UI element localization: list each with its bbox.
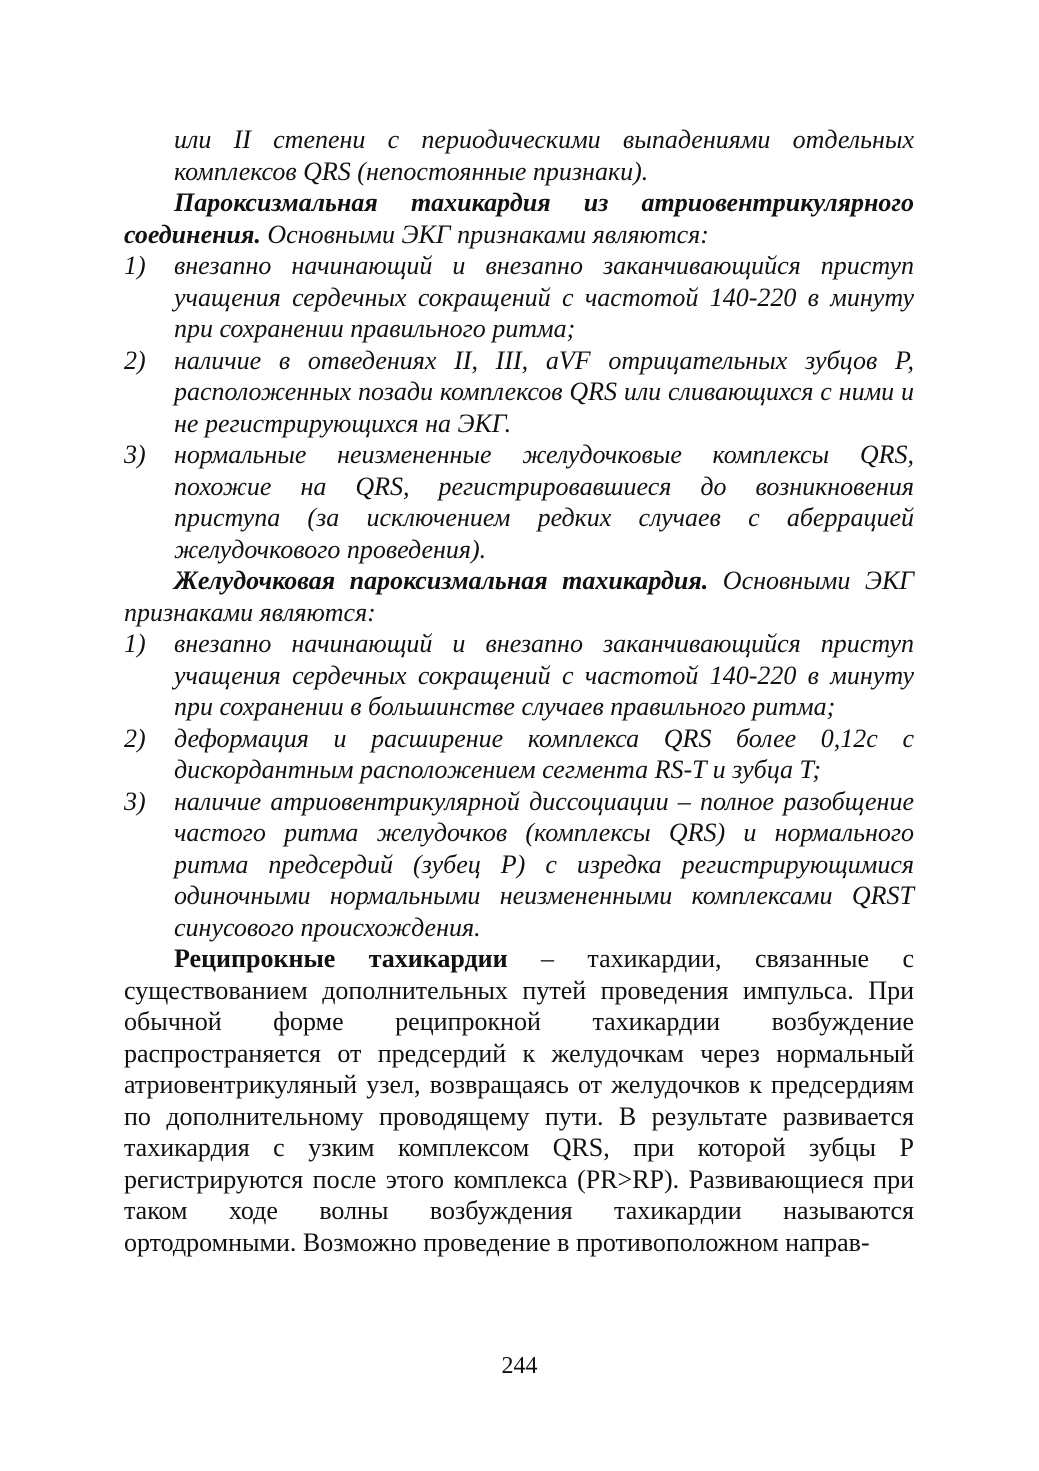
- list-number: 3): [124, 440, 146, 469]
- ventricular-section-intro: Основными ЭКГ признаками являются:: [124, 566, 914, 627]
- list-number: 2): [124, 723, 146, 753]
- list-item: [124, 723, 914, 786]
- av-section-intro: Основными ЭКГ признаками являются:: [260, 219, 709, 249]
- continuation-text: или II степени с периодическими выпадениями отдельных комплексов QRS (непостоянные признаки).: [174, 125, 914, 186]
- list-item: [124, 628, 914, 723]
- list-item: [124, 345, 914, 440]
- list-number: 1): [124, 251, 146, 280]
- av-section-title: Пароксизмальная тахикардия из атриовентрикулярного соединения.: [124, 188, 914, 249]
- list-text: деформация и расширение комплекса QRS более 0,12с с дискордантным расположением сегмента RS-T и зубца T;: [174, 723, 914, 784]
- ventricular-section-title: Желудочковая пароксизмальная тахикардия.: [174, 566, 709, 595]
- list-item: [124, 786, 914, 944]
- ventricular-section-heading: [124, 565, 914, 628]
- reciprocal-term: Реципрокные тахикардии: [174, 944, 508, 973]
- av-section-heading: [124, 187, 914, 250]
- reciprocal-paragraph: [124, 943, 914, 1258]
- page-number: 244: [501, 1353, 538, 1379]
- list-text: внезапно начинающий и внезапно заканчивающийся приступ учащения сердечных сокращений с частотой 140-220 в минуту при сохранении правильного ритма;: [174, 251, 914, 343]
- list-text: наличие в отведениях II, III, aVF отрицательных зубцов P, расположенных позади комплексов QRS или сливающихся с ними и не регистрирующихся на ЭКГ.: [174, 345, 914, 438]
- reciprocal-text: – тахикардии, связанные с существованием дополнительных путей проведения импульса. При обычной форме реципрокной тахикардии возбуждение распространяется от предсердий к желудочкам через нормальный атриовентрикуляный узел, возвращаясь от желудочков к предсердиям по дополнительному проводящему пути. В результате развивается тахикардия с узким комплексом QRS, при которой зубцы P регистрируются после этого комплекса (PR>RP). Развивающиеся при таком ходе волны возбуждения тахикардии называются ортодромными. Возможно проведение в противоположном направ-: [124, 944, 915, 1257]
- list-number: 1): [124, 629, 146, 658]
- list-number: 3): [124, 786, 146, 816]
- page-body: [124, 124, 914, 1258]
- list-item: [124, 250, 914, 345]
- list-text: нормальные неизмененные желудочковые комплексы QRS, похожие на QRS, регистрировавшиеся до возникновения приступа (за исключением редких случаев с аберрацией желудочкового проведения).: [174, 440, 914, 564]
- list-text: наличие атриовентрикулярной диссоциации – полное разобщение частого ритма желудочков (комплексы QRS) и нормального ритма предсердий (зубец P) с изредка регистрирующимися одиночными нормальными неизмененными комплексами QRST синусового происхождения.: [174, 786, 914, 942]
- list-number: 2): [124, 345, 146, 375]
- list-item: [124, 439, 914, 565]
- list-text: внезапно начинающий и внезапно заканчивающийся приступ учащения сердечных сокращений с частотой 140-220 в минуту при сохранении в большинстве случаев правильного ритма;: [174, 629, 914, 721]
